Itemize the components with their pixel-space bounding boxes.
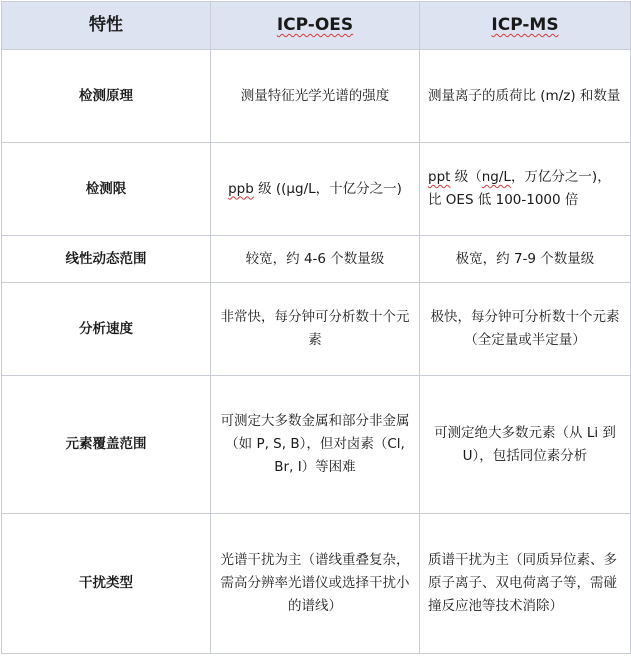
icp-oes-cell: 较宽，约 4-6 个数量级 [211, 236, 420, 283]
icp-ms-cell: 极快，每分钟可分析数十个元素（全定量或半定量） [420, 283, 631, 376]
icp-ms-cell-text-a: 级（ [450, 169, 482, 185]
table-row [2, 143, 631, 236]
icp-ms-cell: 测量离子的质荷比 (m/z) 和数量 [420, 50, 631, 143]
row-feature-cell: 线性动态范围 [2, 236, 211, 283]
row-feature-cell: 元素覆盖范围 [2, 376, 211, 514]
table-row [2, 514, 631, 654]
icp-ms-cell: 可测定绝大多数元素（从 Li 到 U），包括同位素分析 [420, 376, 631, 514]
icp-oes-cell [211, 143, 420, 236]
icp-ms-cell [420, 143, 631, 236]
icp-oes-cell: 光谱干扰为主（谱线重叠复杂，需高分辨率光谱仪或选择干扰小的谱线） [211, 514, 420, 654]
icp-oes-cell: 可测定大多数金属和部分非金属（如 P, S, B），但对卤素（Cl, Br, I）等困难 [211, 376, 420, 514]
unit-ppb: ppb [228, 180, 254, 197]
row-feature-cell: 分析速度 [2, 283, 211, 376]
unit-ng-per-l: ng/L [481, 169, 511, 185]
header-icp-ms-label: ICP-MS [491, 15, 559, 35]
header-icp-oes [211, 2, 420, 50]
header-icp-oes-label: ICP-OES [276, 15, 354, 35]
comparison-table [1, 1, 631, 654]
icp-ms-cell: 质谱干扰为主（同质异位素、多原子离子、双电荷离子等，需碰撞反应池等技术消除） [420, 514, 631, 654]
row-feature-cell: 干扰类型 [2, 514, 211, 654]
row-feature-cell: 检测限 [2, 143, 211, 236]
table-row [2, 283, 631, 376]
icp-oes-cell: 测量特征光学光谱的强度 [211, 50, 420, 143]
header-feature: 特性 [2, 2, 211, 50]
icp-oes-cell-text: 级 ((μg/L，十亿分之一) [253, 180, 402, 197]
table-row [2, 236, 631, 283]
header-row [2, 2, 631, 50]
icp-ms-cell: 极宽，约 7-9 个数量级 [420, 236, 631, 283]
unit-ppt: ppt [428, 169, 451, 185]
row-feature-cell: 检测原理 [2, 50, 211, 143]
header-icp-ms [420, 2, 631, 50]
icp-oes-cell: 非常快，每分钟可分析数十个元素 [211, 283, 420, 376]
table-row [2, 50, 631, 143]
table-row [2, 376, 631, 514]
icp-ms-cell-text-b: ，万亿分之一)，比 OES 低 100-1000 倍 [428, 169, 611, 208]
